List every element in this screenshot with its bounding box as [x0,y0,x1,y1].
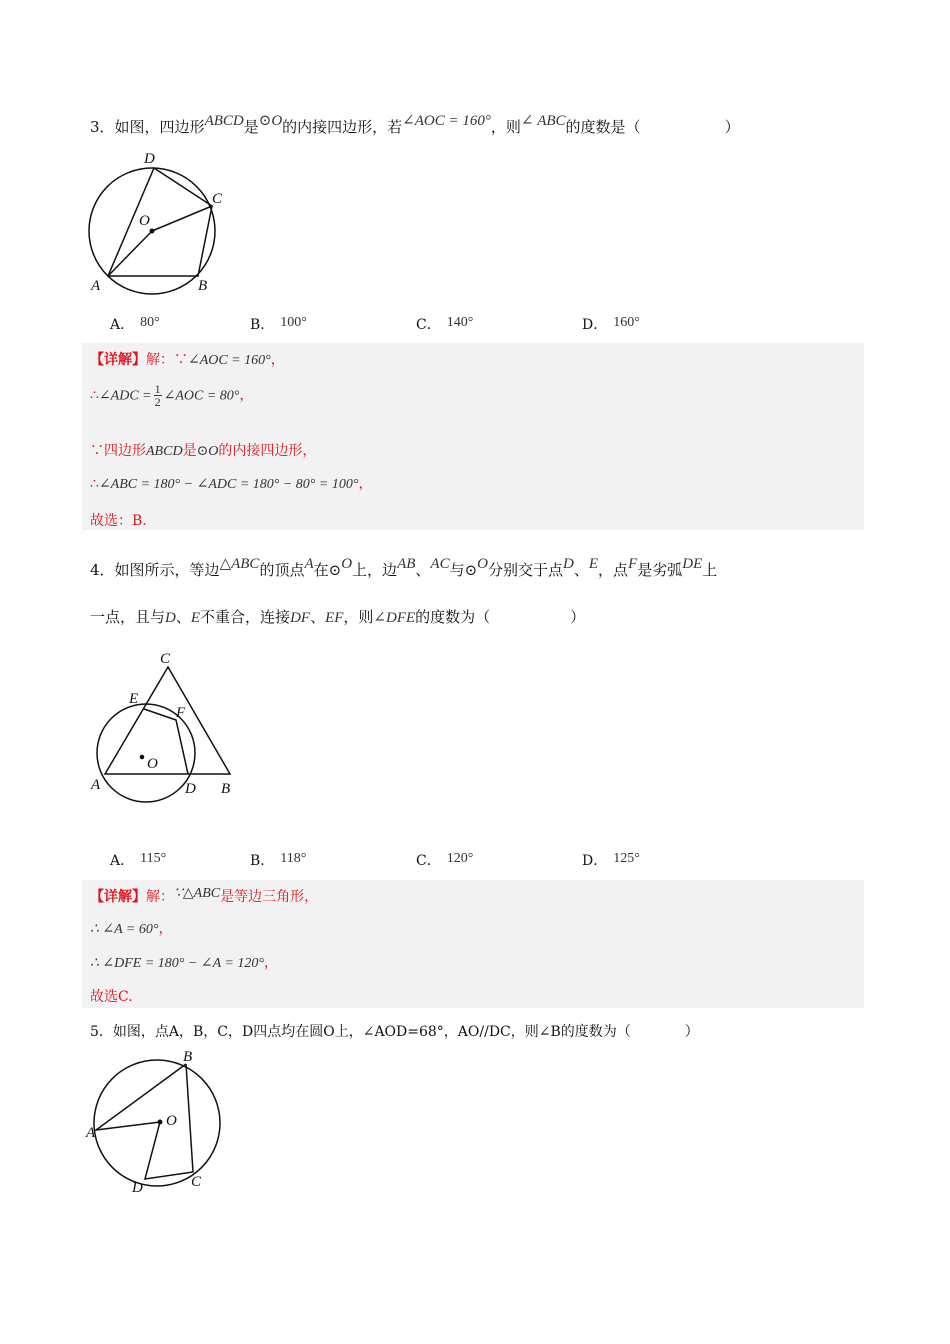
q4-figure [82,645,252,805]
q4-label-o: O [147,756,158,772]
q3-solution-line-2: ∴∠ADC = $\frac{1}{2}$ ∠AOC = 80°， [90,382,254,409]
q4-stem-line-1: 4．如图所示，等边△ABC的顶点A在⊙O上，边AB、AC与⊙O分别交于点D、E，点F是劣弧DE上 [90,556,718,579]
q4-label-a: A [91,777,101,793]
q3-label-d: D [144,151,155,167]
q4-label-b: B [221,781,231,797]
q5-label-b: B [183,1049,193,1065]
q5-label-d: D [132,1180,143,1196]
q4-center-dot [140,755,145,760]
q5-stem: 5．如图，点A，B，C，D四点均在圆O上，∠AOD=68°，AO//DC，则∠B的度数为（ ） [90,1024,699,1040]
q3-figure [82,145,242,300]
q4-stem-line-2: 一点，且与D、E不重合，连接DF、EF，则∠DFE的度数为（ ） [90,608,586,626]
q5-center-dot [158,1120,163,1125]
q4-label-c: C [160,651,171,667]
q3-option-c[interactable]: C． 140° [416,315,474,333]
q3-solution-tag: 【详解】 [90,352,146,368]
q3-segment-ao [108,231,152,276]
q5-label-a: A [86,1125,96,1141]
q4-label-f: F [176,705,186,721]
q4-solution-line-1: 【详解】解：∵△ABC是等边三角形， [90,886,319,905]
q4-number: 4． [90,561,115,579]
q4-solution-line-3: ∴ ∠DFE = 180° − ∠A = 120°， [90,955,278,971]
q3-fraction: $\frac{1}{2}$ [154,382,161,409]
q3-label-c: C [212,191,223,207]
q4-solution-tag: 【详解】 [90,889,146,905]
q3-label-b: B [198,278,208,294]
q5-figure [82,1048,232,1198]
q3-solution-line-4: ∴∠ABC = 180° − ∠ADC = 180° − 80° = 100°， [90,476,373,492]
q4-triangle [105,667,230,774]
q3-solution-line-5: 故选：B. [90,513,147,529]
q4-label-d: D [185,781,196,797]
q4-solution-line-4: 故选C. [90,989,133,1005]
q4-option-a[interactable]: A． 115° [110,851,167,869]
q3-label-a: A [91,278,101,294]
q4-solution-line-2: ∴ ∠A = 60°， [90,921,173,937]
q4-option-d[interactable]: D． 125° [582,851,640,869]
q4-label-e: E [129,691,139,707]
q5-label-c: C [191,1174,202,1190]
q3-option-b[interactable]: B． 100° [250,315,307,333]
q3-solution-line-3: ∵四边形ABCD是⊙O的内接四边形， [90,443,317,459]
q3-number: 3． [90,118,115,136]
q3-segment-oc [152,206,212,231]
q3-solution-box [82,343,864,530]
q3-center-dot [150,229,155,234]
q4-option-b[interactable]: B． 118° [250,851,307,869]
q3-option-d[interactable]: D． 160° [582,315,640,333]
q3-stem: 3．如图，四边形ABCD是⊙O的内接四边形，若∠AOC = 160°，则∠ ABC的度数是（ ） [90,113,740,136]
q4-option-c[interactable]: C． 120° [416,851,474,869]
q3-solution-line-1: 【详解】解：∵∠AOC = 160°， [90,352,285,368]
q3-option-a[interactable]: A． 80° [110,315,160,333]
q4-solution-box [82,880,864,1008]
q5-label-o: O [166,1113,177,1129]
q3-label-o: O [139,213,150,229]
